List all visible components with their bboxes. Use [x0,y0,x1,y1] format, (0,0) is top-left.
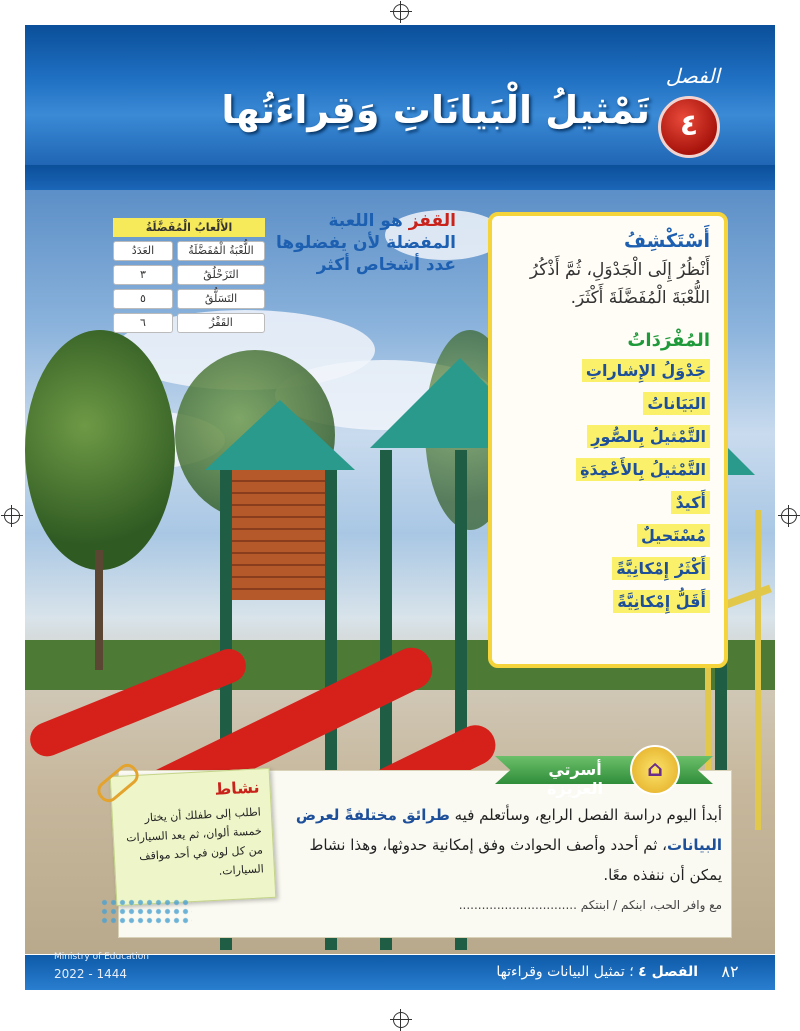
tree-left [25,330,175,570]
table-cell: ٥ [113,289,173,309]
table-cell: التَسَلُّقُ [177,289,265,309]
vocab-item: التَّمْثيلُ بِالصُّورِ [587,425,710,448]
vocabulary-title: المُفْرَدَاتُ [627,330,710,351]
table-row [113,313,265,333]
footer-chapter-title: تمثيل البيانات وقراءتها [496,964,625,980]
letter-line-1: أبدأ اليوم دراسة الفصل الرابع، وسأتعلم فيه [454,806,722,824]
footer-chapter-label: الفصل ٤ [638,964,698,980]
explore-text: أَنْظُرُ إِلَى الْجَدْوَلِ، ثُمَّ أَذْكُرُ اللُّعْبَةَ الْمُفَضَّلَةَ أَكْثَرَ. [529,260,710,308]
footer-chapter: الفصل ٤ ؛ تمثيل البيانات وقراءتها [496,964,698,980]
edition-year: 2022 - 1444 [54,967,128,981]
rail [755,510,761,830]
activity-note [110,768,277,906]
activity-text: اطلب إلى طفلك أن يختار خمسة ألوان، ثم يعد السيارات من كل لون في أحد مواقف السيارات. [125,805,265,878]
table-cell: ٦ [113,313,173,333]
vocab-item: جَدْوَلُ الإِشاراتِ [582,359,710,382]
registration-mark-bottom [393,1012,409,1028]
table-row [113,289,265,309]
table-header-row [113,241,265,261]
roof-left [205,400,355,470]
ministry-label: Ministry of Education [54,952,149,962]
vocab-item: البَيَاناتُ [643,392,710,415]
table-header: اللُّعْبَةُ الْمُفَضَّلَةُ [177,241,265,261]
chapter-number-badge: ٤ [658,96,720,158]
registration-mark-left [4,508,20,524]
favorite-games-table [113,218,265,337]
table-cell: التَزَحْلُقُ [177,265,265,285]
page-number: ٨٢ [721,962,739,981]
vocab-item: التَّمْثيلُ بِالأَعْمِدَةِ [576,458,710,481]
header-band [25,165,775,190]
headline-highlight: القفز [408,211,456,231]
table-caption: الأَلْعابُ الْمُفَضَّلَةُ [113,218,265,237]
vocab-item: أَقَلُّ إِمْكانِيَّةً [613,590,710,613]
table-cell: القَفْزُ [177,313,265,333]
registration-mark-top [393,4,409,20]
family-banner-text: أسرتي العزيزة [547,760,603,798]
table-cell: ٣ [113,265,173,285]
chapter-word: الفصل [665,64,720,88]
table-header: العَدَدُ [113,241,173,261]
vocab-item: مُسْتَحيلٌ [637,524,710,547]
ministry-logo-dots [100,898,192,924]
letter-bold: طرائق مختلفةً لعرض البيانات [295,806,722,854]
vocab-item: أَكيدٌ [671,491,710,514]
chapter-title: تَمْثيلُ الْبَيانَاتِ وَقِراءَتُها [221,88,650,132]
activity-title: نشاط [214,777,260,799]
vocab-item: أَكْثَرُ إِمْكانِيَّةً [612,557,710,580]
table-row [113,265,265,285]
headline-text: هو اللعبة المفضلة لأن يفضلوها عدد أشخاص أكثر [276,211,456,275]
wood-panel [225,470,335,600]
letter-line-2: ، ثم أحدد وأصف الحوادث وفق إمكانية حدوثها، وهذا نشاط يمكن أن ننفذه معًا. [309,836,722,884]
headline [268,210,456,276]
explore-title: أَسْتَكْشِفُ [624,230,710,252]
family-letter-text [290,800,722,890]
letter-signature: مع وافر الحب، ابنكم / ابنتكم ............................... [458,898,722,912]
tree-trunk [95,550,103,670]
explore-box [488,212,728,668]
registration-mark-right [781,508,797,524]
home-icon: ⌂ [630,745,680,795]
